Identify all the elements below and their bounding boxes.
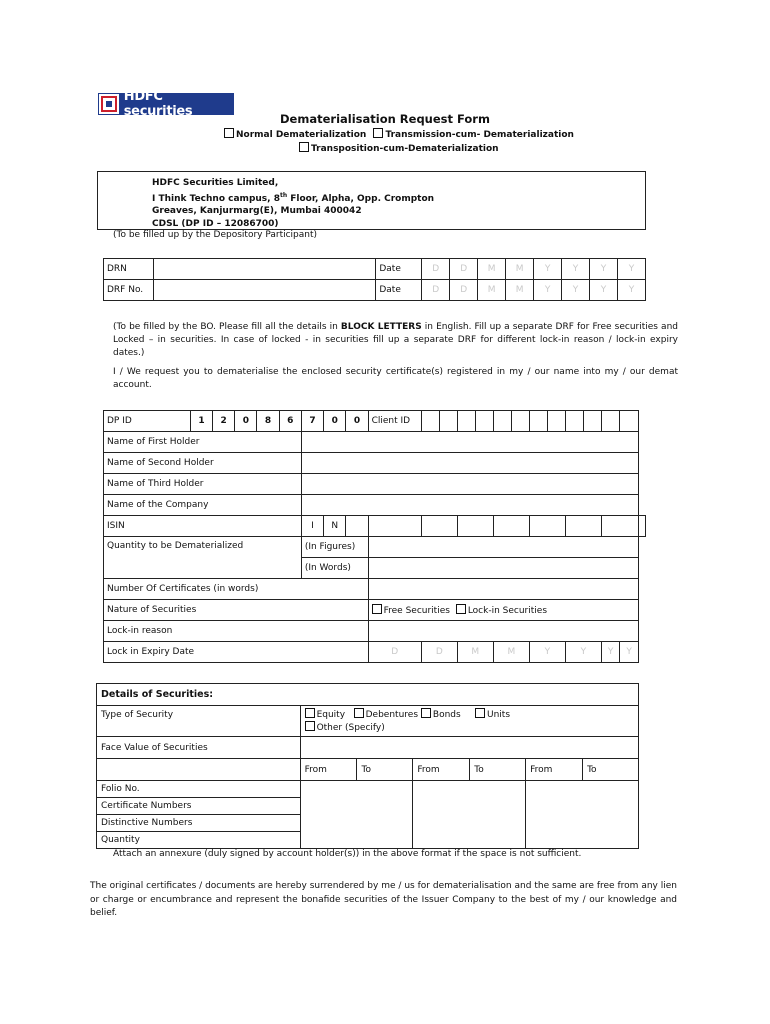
isin-cell[interactable] bbox=[565, 516, 601, 537]
quantity-figures-input[interactable] bbox=[368, 537, 638, 558]
nature-lockin: Lock-in Securities bbox=[467, 606, 548, 616]
client-id-cell[interactable] bbox=[511, 411, 529, 432]
type-bonds: Bonds bbox=[432, 710, 461, 720]
nature-label: Nature of Securities bbox=[104, 600, 369, 621]
checkbox-icon[interactable] bbox=[373, 128, 383, 138]
expiry-cell[interactable]: Y bbox=[529, 642, 565, 663]
type-equity: Equity bbox=[316, 710, 346, 720]
isin-prefix: N bbox=[324, 516, 346, 537]
date-cell[interactable]: D bbox=[422, 259, 450, 280]
checkbox-icon[interactable] bbox=[475, 708, 485, 718]
num-certificates-input[interactable] bbox=[368, 579, 638, 600]
date-cell[interactable]: D bbox=[450, 280, 478, 301]
client-id-cell[interactable] bbox=[475, 411, 493, 432]
isin-cell[interactable] bbox=[346, 516, 368, 537]
address-line2: I Think Techno campus, 8th Floor, Alpha, Opp. Crompton bbox=[152, 191, 435, 204]
client-id-cell[interactable] bbox=[529, 411, 547, 432]
expiry-cell[interactable]: Y bbox=[620, 642, 639, 663]
face-value-label: Face Value of Securities bbox=[97, 737, 301, 759]
expiry-cell[interactable]: M bbox=[493, 642, 529, 663]
expiry-cell[interactable]: D bbox=[421, 642, 457, 663]
form-title: Dematerialisation Request Form bbox=[280, 112, 490, 126]
date-cell[interactable]: Y bbox=[590, 280, 618, 301]
client-id-cell[interactable] bbox=[565, 411, 583, 432]
type-label: Type of Security bbox=[97, 706, 301, 737]
to-label: To bbox=[583, 759, 639, 781]
type-transposition[interactable] bbox=[299, 142, 499, 154]
date-cell[interactable]: M bbox=[478, 280, 506, 301]
isin-prefix: I bbox=[301, 516, 323, 537]
to-label: To bbox=[357, 759, 413, 781]
distinctive-label: Distinctive Numbers bbox=[97, 815, 301, 832]
face-value-input[interactable] bbox=[300, 737, 638, 759]
date-cell[interactable]: M bbox=[506, 280, 534, 301]
annexure-note: Attach an annexure (duly signed by account holder(s)) in the above format if the space is not sufficient. bbox=[113, 849, 582, 859]
first-holder-label: Name of First Holder bbox=[104, 432, 302, 453]
date-label: Date bbox=[376, 280, 422, 301]
date-cell[interactable]: Y bbox=[562, 259, 590, 280]
isin-label: ISIN bbox=[104, 516, 302, 537]
client-id-cell[interactable] bbox=[493, 411, 511, 432]
client-id-cell[interactable] bbox=[583, 411, 601, 432]
type-other: Other (Specify) bbox=[316, 723, 385, 733]
dp-id-digit: 8 bbox=[257, 411, 279, 432]
lockin-reason-input[interactable] bbox=[368, 621, 638, 642]
checkbox-icon[interactable] bbox=[456, 604, 466, 614]
date-label: Date bbox=[376, 259, 422, 280]
quantity-row-label: Quantity bbox=[97, 832, 301, 849]
drn-label: DRN bbox=[104, 259, 154, 280]
date-cell[interactable]: D bbox=[450, 259, 478, 280]
client-id-cell[interactable] bbox=[547, 411, 565, 432]
isin-cell[interactable] bbox=[421, 516, 457, 537]
isin-cell[interactable] bbox=[457, 516, 493, 537]
from-label: From bbox=[526, 759, 583, 781]
isin-cell[interactable] bbox=[639, 516, 646, 537]
dp-id-digit: 0 bbox=[346, 411, 368, 432]
surrender-text: The original certificates / documents are hereby surrendered by me / us for dematerialisation and the same are free from any lien or charge or encumbrance and represent the bonafide securities of the Issuer Company to the best of my / our knowledge and belief. bbox=[90, 881, 677, 918]
dp-id-label: DP ID bbox=[104, 411, 191, 432]
in-figures-label: (In Figures) bbox=[301, 537, 368, 558]
lockin-reason-label: Lock-in reason bbox=[104, 621, 369, 642]
cert-numbers-label: Certificate Numbers bbox=[97, 798, 301, 815]
checkbox-icon[interactable] bbox=[299, 142, 309, 152]
request-text: I / We request you to dematerialise the enclosed security certificate(s) registered in my / our name into my / our demat account. bbox=[113, 367, 678, 390]
hdfc-logo-icon bbox=[99, 94, 119, 114]
from-label: From bbox=[300, 759, 357, 781]
blank-cell bbox=[97, 759, 301, 781]
third-holder-label: Name of Third Holder bbox=[104, 474, 302, 495]
checkbox-icon[interactable] bbox=[372, 604, 382, 614]
client-id-cell[interactable] bbox=[601, 411, 619, 432]
securities-table bbox=[96, 683, 639, 849]
logo-text: HDFC securities bbox=[123, 89, 193, 119]
isin-cell[interactable] bbox=[601, 516, 638, 537]
address-line4: CDSL (DP ID – 12086700) bbox=[152, 218, 279, 229]
type-debentures: Debentures bbox=[365, 710, 419, 720]
dp-id-digit: 2 bbox=[213, 411, 235, 432]
drf-label: DRF No. bbox=[104, 280, 154, 301]
checkbox-icon[interactable] bbox=[421, 708, 431, 718]
type-units: Units bbox=[487, 710, 511, 720]
drn-table bbox=[103, 258, 646, 301]
isin-cell[interactable] bbox=[368, 516, 421, 537]
from-label: From bbox=[413, 759, 470, 781]
drn-input[interactable] bbox=[153, 259, 375, 280]
client-id-cell[interactable] bbox=[457, 411, 475, 432]
securities-col-3[interactable] bbox=[526, 781, 639, 849]
date-cell[interactable]: Y bbox=[617, 280, 645, 301]
date-cell[interactable]: M bbox=[506, 259, 534, 280]
type-transmission-label: Transmission-cum- Dematerialization bbox=[385, 130, 574, 140]
isin-cell[interactable] bbox=[529, 516, 565, 537]
first-holder-input[interactable] bbox=[301, 432, 638, 453]
dp-id-digit: 1 bbox=[190, 411, 212, 432]
lockin-expiry-label: Lock in Expiry Date bbox=[104, 642, 369, 663]
second-holder-label: Name of Second Holder bbox=[104, 453, 302, 474]
client-id-cell[interactable] bbox=[421, 411, 439, 432]
address-box bbox=[97, 171, 646, 230]
client-id-label: Client ID bbox=[368, 411, 421, 432]
type-normal-label: Normal Dematerialization bbox=[236, 130, 367, 140]
checkbox-icon[interactable] bbox=[305, 708, 315, 718]
date-cell[interactable]: Y bbox=[590, 259, 618, 280]
in-words-label: (In Words) bbox=[301, 558, 368, 579]
expiry-cell[interactable]: Y bbox=[565, 642, 601, 663]
folio-label: Folio No. bbox=[97, 781, 301, 798]
date-cell[interactable]: M bbox=[478, 259, 506, 280]
type-normal[interactable] bbox=[224, 128, 574, 140]
expiry-cell[interactable]: D bbox=[368, 642, 421, 663]
type-options bbox=[300, 706, 638, 737]
date-cell[interactable]: Y bbox=[534, 259, 562, 280]
quantity-words-input[interactable] bbox=[368, 558, 638, 579]
date-cell[interactable]: D bbox=[422, 280, 450, 301]
nature-free: Free Securities bbox=[383, 606, 450, 616]
company-label: Name of the Company bbox=[104, 495, 302, 516]
client-id-cell[interactable] bbox=[620, 411, 639, 432]
address-line3: Greaves, Kanjurmarg(E), Mumbai 400042 bbox=[152, 206, 362, 216]
address-line1: HDFC Securities Limited, bbox=[152, 178, 279, 188]
dp-id-digit: 6 bbox=[279, 411, 301, 432]
dp-id-digit: 0 bbox=[324, 411, 346, 432]
dp-note: (To be filled up by the Depository Participant) bbox=[113, 230, 318, 240]
checkbox-icon[interactable] bbox=[305, 721, 315, 731]
securities-header: Details of Securities: bbox=[97, 684, 639, 706]
checkbox-icon[interactable] bbox=[224, 128, 234, 138]
isin-cell[interactable] bbox=[493, 516, 529, 537]
dp-id-digit: 0 bbox=[235, 411, 257, 432]
checkbox-icon[interactable] bbox=[354, 708, 364, 718]
quantity-label: Quantity to be Dematerialized bbox=[104, 537, 302, 579]
num-certificates-label: Number Of Certificates (in words) bbox=[104, 579, 369, 600]
company-input[interactable] bbox=[301, 495, 638, 516]
securities-col-2[interactable] bbox=[413, 781, 526, 849]
expiry-cell[interactable]: Y bbox=[601, 642, 619, 663]
drf-input[interactable] bbox=[153, 280, 375, 301]
nature-options bbox=[368, 600, 638, 621]
dp-id-digit: 7 bbox=[301, 411, 323, 432]
date-cell[interactable]: Y bbox=[617, 259, 645, 280]
date-cell[interactable]: Y bbox=[534, 280, 562, 301]
second-holder-input[interactable] bbox=[301, 453, 638, 474]
expiry-cell[interactable]: M bbox=[457, 642, 493, 663]
holder-table bbox=[103, 410, 646, 663]
client-id-cell[interactable] bbox=[439, 411, 457, 432]
type-transposition-label: Transposition-cum-Dematerialization bbox=[311, 144, 499, 154]
third-holder-input[interactable] bbox=[301, 474, 638, 495]
to-label: To bbox=[470, 759, 526, 781]
date-cell[interactable]: Y bbox=[562, 280, 590, 301]
bo-note: (To be filled by the BO. Please fill all the details in BLOCK LETTERS in English. Fill up a separate DRF for Free securities and Locked – in securities. In case of locked - in securities fill up a separate DRF for different lock-in reason / lock-in expiry dates.) bbox=[113, 322, 678, 358]
securities-col-1[interactable] bbox=[300, 781, 413, 849]
